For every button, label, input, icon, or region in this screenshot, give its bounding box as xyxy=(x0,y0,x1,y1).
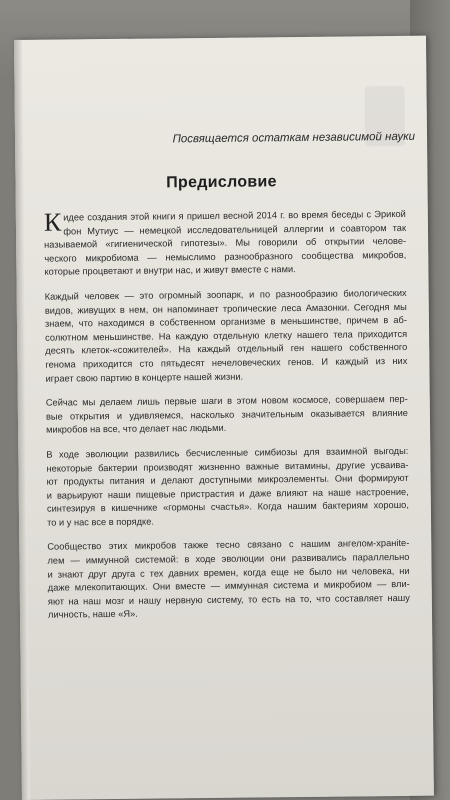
text-line: ют продукты питания и делают доступными микроэлементы. Они формируют xyxy=(46,472,409,487)
text-line: Каждый человек — это огромный зоопарк, и по разнообразию биологических xyxy=(44,287,407,302)
paragraph-4 xyxy=(46,445,409,530)
text-line: В ходе эволюции развились бесчисленные симбиозы для взаимной выгоды: xyxy=(46,445,409,460)
text-line: называемой «гигиенической гипотезы». Мы говорили об открытии челове- xyxy=(44,236,407,250)
text-line: Сейчас мы делаем лишь первые шаги в этом новом космосе, совершаем пер- xyxy=(45,394,408,408)
text-line: даже млекопитающих. Они вместе — иммунная система и микробиом — вли- xyxy=(47,579,410,593)
text-line: лем — иммунной системой: в ходе эволюции они развивались параллельно xyxy=(47,551,410,566)
paragraph-5 xyxy=(47,537,410,622)
text-line: вые открытия и удивляемся, насколько значительным оказывается влияние xyxy=(45,407,408,422)
text-line: личность, наше «Я». xyxy=(47,609,138,621)
dedication: Посвящается остаткам независимой науки xyxy=(172,130,416,146)
paragraph-3 xyxy=(46,393,408,438)
page-edge xyxy=(14,40,30,800)
text-line: идее создания этой книги я пришел весной 2014 г. во время беседы с Эрикой xyxy=(63,208,406,223)
text-line: десять клеток-«сожителей». На каждый отдельный ген нашего собственного xyxy=(45,342,408,357)
paragraph-2 xyxy=(45,287,408,386)
text-line: Сообщество этих микробов также тесно связано с нашим ангелом-хранite- xyxy=(47,538,410,553)
text-line: то и у нас все в порядке. xyxy=(47,516,154,528)
text-line: яют на наш мозг и нашу нервную систему, то есть на то, что составляет нашу xyxy=(47,592,410,607)
text-line: играет свою партию в концерте нашей жизни. xyxy=(45,371,244,384)
book-page xyxy=(14,36,434,800)
text-line: видов, живущих в нем, он напоминает тропические леса Амазонки. Сегодня мы xyxy=(44,301,407,316)
page-title: Предисловие xyxy=(166,173,277,192)
text-line: которые процветают и внутри нас, и живут вместе с нами. xyxy=(44,264,296,278)
text-line: знаем, что находимся в собственном организме в меньшинстве, причем в аб- xyxy=(44,315,408,329)
text-line: ческого микробиома — немыслимо разнообразного сообщества микробов, xyxy=(44,249,407,264)
text-line: микробов на все, что делает нас людьми. xyxy=(46,423,227,435)
paragraph-1 xyxy=(44,208,407,280)
text-line: фон Мутиус — немецкой исследовательницей аллергии и соавтором так xyxy=(63,222,407,237)
body-text xyxy=(44,208,410,634)
text-line: синтезируя в кишечнике «гормоны счастья». Когда нашим бактериям хорошо, xyxy=(46,500,409,514)
text-line: солютном меньшинстве. На каждую отдельную клетку нашего тела приходится xyxy=(45,328,408,343)
text-line: генома приходится сто пятьдесят нечеловеческих генов. И каждый из них xyxy=(45,355,408,370)
drop-cap: К xyxy=(43,207,62,237)
text-line: и знают друг друга с тех давних времен, когда еще не было ни человека, ни xyxy=(47,565,410,580)
text-line: некоторые бактерии производят жизненно важные витамины, другие усваива- xyxy=(46,459,409,474)
text-line: и варьируют наши пищевые пристрастия и даже влияют на наше настроение, xyxy=(46,486,409,501)
